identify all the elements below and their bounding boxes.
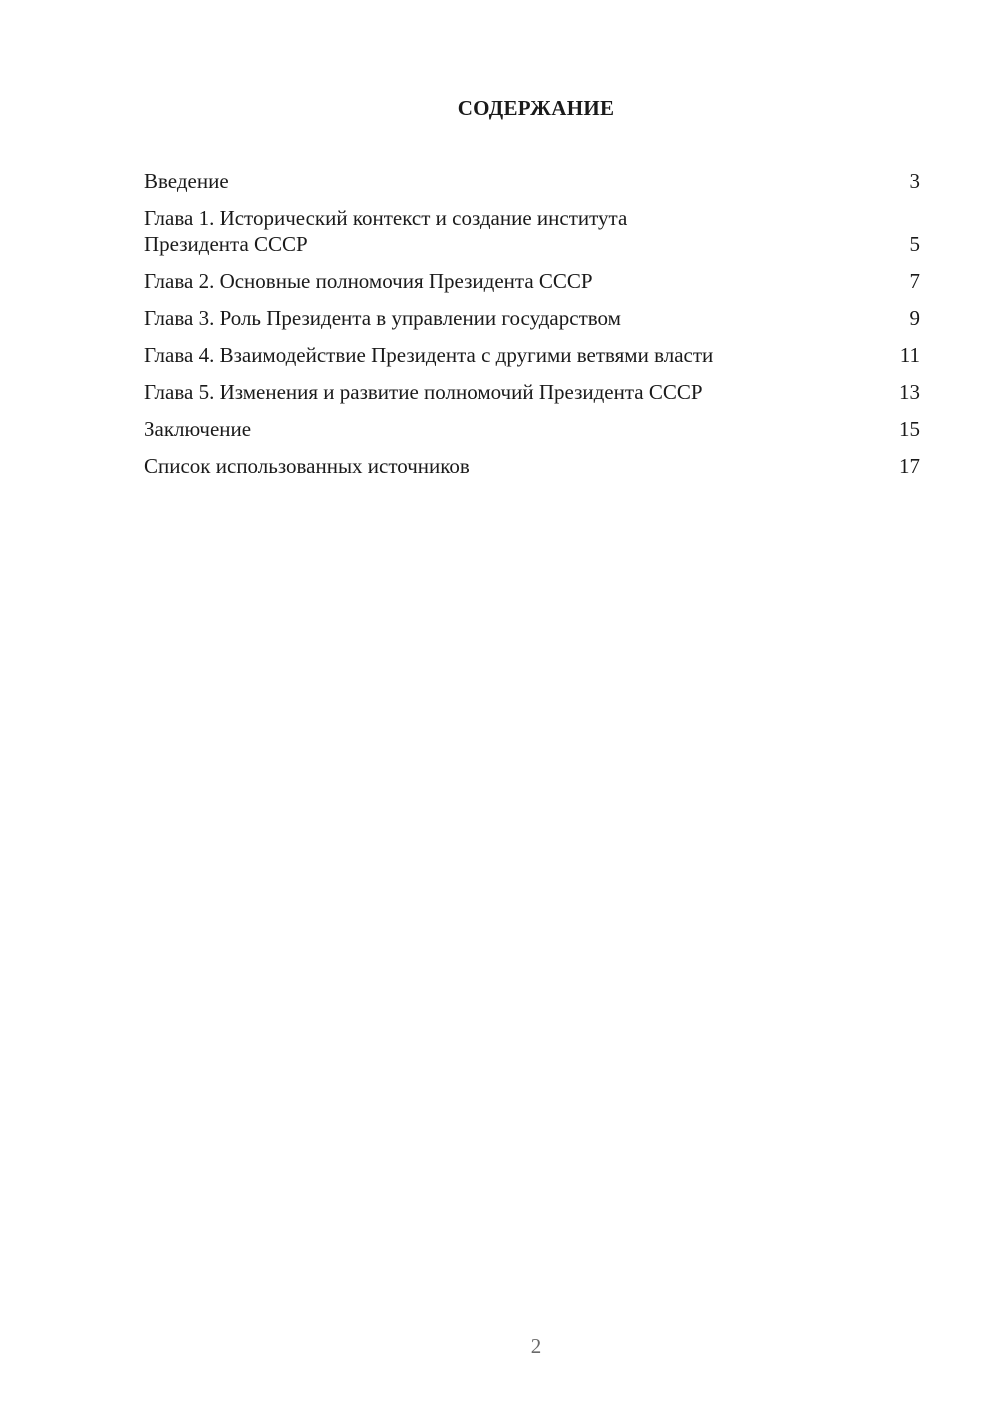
toc-entry-label: Список использованных источников	[144, 454, 470, 478]
page-number: 2	[530, 1334, 542, 1358]
toc-entry-chapter-4	[144, 342, 920, 368]
toc-entry-page: 13	[899, 380, 920, 404]
toc-entry-page: 15	[899, 417, 920, 441]
toc-entry-label: Глава 3. Роль Президента в управлении государством	[144, 306, 621, 330]
toc-entry-page: 17	[899, 454, 920, 478]
toc-entry-label: Глава 2. Основные полномочия Президента СССР	[144, 269, 593, 293]
toc-entry-page: 7	[909, 269, 920, 293]
toc-entry-chapter-2	[144, 268, 920, 294]
table-of-contents	[144, 168, 920, 490]
toc-entry-page: 5	[909, 232, 920, 256]
toc-entry-chapter-5	[144, 379, 920, 405]
toc-entry-introduction	[144, 168, 920, 194]
toc-entry-label: Глава 4. Взаимодействие Президента с другими ветвями власти	[144, 343, 714, 367]
toc-entry-page: 3	[909, 169, 920, 193]
toc-entry-label: Глава 5. Изменения и развитие полномочий Президента СССР	[144, 380, 703, 404]
toc-entry-conclusion	[144, 416, 920, 442]
toc-entry-label: Введение	[144, 169, 229, 193]
toc-entry-page: 11	[899, 343, 920, 367]
page-title: СОДЕРЖАНИЕ	[457, 96, 615, 120]
toc-entry-label: Заключение	[144, 417, 252, 441]
toc-entry-chapter-1	[144, 205, 920, 257]
toc-entry-references	[144, 453, 920, 479]
toc-entry-page: 9	[909, 306, 920, 330]
toc-entry-chapter-3	[144, 305, 920, 331]
toc-entry-label: Глава 1. Исторический контекст и создание института Президента СССР	[144, 206, 628, 256]
